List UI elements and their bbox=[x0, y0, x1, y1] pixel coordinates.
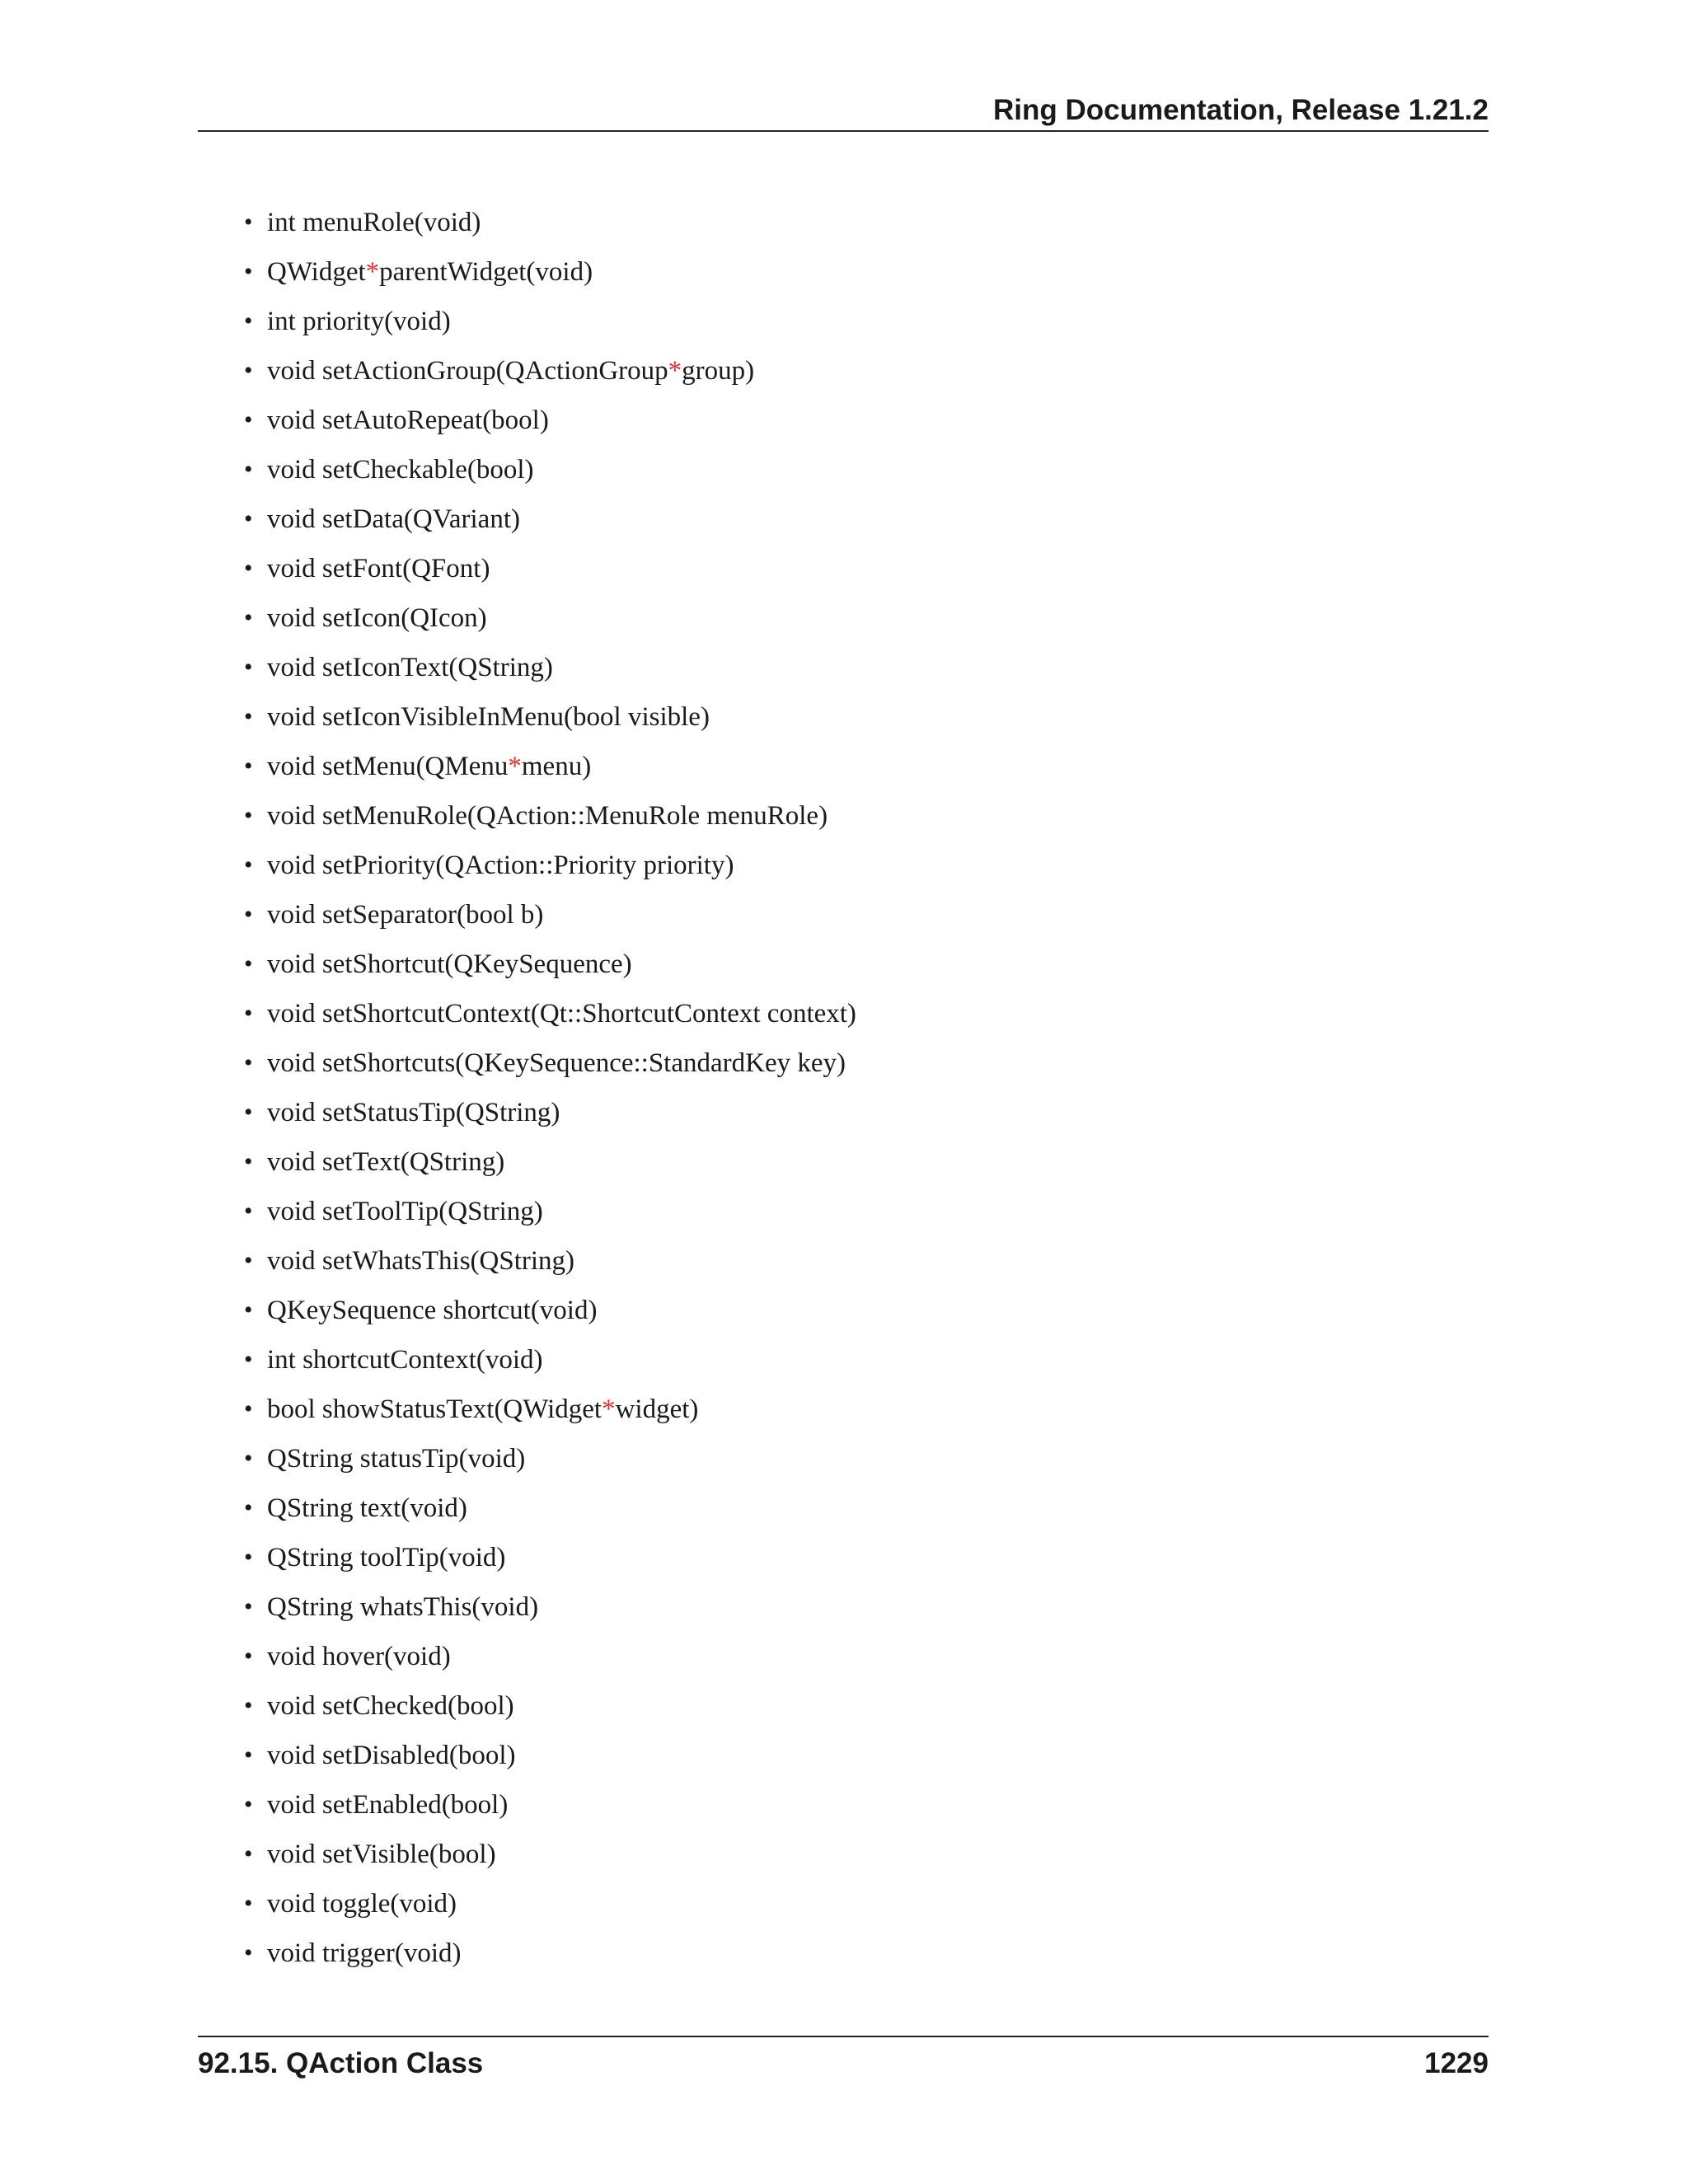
list-item bbox=[244, 396, 856, 445]
bullet-icon: • bbox=[244, 1148, 253, 1175]
bullet-icon: • bbox=[244, 1395, 253, 1422]
method-signature-rest: widget) bbox=[615, 1394, 699, 1424]
bullet-icon: • bbox=[244, 703, 253, 730]
list-item bbox=[244, 1088, 856, 1137]
list-item bbox=[244, 1929, 856, 1978]
method-signature: void setActionGroup(QActionGroup bbox=[267, 356, 668, 386]
pointer-asterisk: * bbox=[508, 752, 522, 781]
method-signature: void setIconVisibleInMenu(bool visible) bbox=[267, 702, 710, 732]
method-signature: void setMenuRole(QAction::MenuRole menuRole) bbox=[267, 801, 828, 831]
list-item bbox=[244, 1434, 856, 1483]
bullet-icon: • bbox=[244, 357, 253, 384]
list-item bbox=[244, 1533, 856, 1582]
method-signature: void setIcon(QIcon) bbox=[267, 603, 487, 633]
list-item bbox=[244, 989, 856, 1038]
bullet-icon: • bbox=[244, 406, 253, 434]
bullet-icon: • bbox=[244, 654, 253, 681]
bullet-icon: • bbox=[244, 1593, 253, 1620]
method-signature: void setChecked(bool) bbox=[267, 1691, 514, 1721]
list-item bbox=[244, 494, 856, 544]
list-item bbox=[244, 1137, 856, 1187]
method-signature: int shortcutContext(void) bbox=[267, 1345, 543, 1375]
header-title: Ring Documentation, Release 1.21.2 bbox=[992, 94, 1489, 126]
bullet-icon: • bbox=[244, 1692, 253, 1719]
bullet-icon: • bbox=[244, 1049, 253, 1076]
list-item bbox=[244, 1780, 856, 1830]
method-signature: void setData(QVariant) bbox=[267, 504, 520, 534]
bullet-icon: • bbox=[244, 555, 253, 582]
list-item bbox=[244, 791, 856, 841]
method-signature: void setWhatsThis(QString) bbox=[267, 1246, 575, 1276]
list-item bbox=[244, 247, 856, 297]
bullet-icon: • bbox=[244, 505, 253, 532]
method-signature: bool showStatusText(QWidget bbox=[267, 1394, 603, 1424]
list-item bbox=[244, 1038, 856, 1088]
bullet-icon: • bbox=[244, 1099, 253, 1126]
list-item bbox=[244, 1731, 856, 1780]
list-item bbox=[244, 1582, 856, 1632]
bullet-icon: • bbox=[244, 1346, 253, 1373]
list-item bbox=[244, 643, 856, 692]
method-signature: void setAutoRepeat(bool) bbox=[267, 405, 549, 435]
list-item bbox=[244, 692, 856, 742]
bullet-icon: • bbox=[244, 1544, 253, 1571]
method-signature: QString toolTip(void) bbox=[267, 1543, 506, 1572]
list-item bbox=[244, 1385, 856, 1434]
list-item bbox=[244, 198, 856, 247]
list-item bbox=[244, 593, 856, 643]
method-signature: void setShortcutContext(Qt::ShortcutContext context) bbox=[267, 999, 856, 1029]
method-signature: void toggle(void) bbox=[267, 1889, 457, 1919]
method-signature: void setEnabled(bool) bbox=[267, 1790, 509, 1820]
bullet-icon: • bbox=[244, 1840, 253, 1868]
method-signature: int menuRole(void) bbox=[267, 208, 481, 237]
list-item bbox=[244, 346, 856, 396]
page-header bbox=[198, 91, 1489, 132]
method-signature: void setSeparator(bool b) bbox=[267, 900, 544, 930]
method-signature-rest: parentWidget(void) bbox=[379, 257, 593, 287]
method-signature: void setText(QString) bbox=[267, 1147, 505, 1177]
method-signature-rest: group) bbox=[682, 356, 755, 386]
bullet-icon: • bbox=[244, 851, 253, 879]
method-signature: void setShortcut(QKeySequence) bbox=[267, 949, 632, 979]
bullet-icon: • bbox=[244, 1890, 253, 1917]
method-signature: void hover(void) bbox=[267, 1642, 451, 1671]
bullet-icon: • bbox=[244, 1000, 253, 1027]
method-signature: QString statusTip(void) bbox=[267, 1444, 526, 1474]
bullet-icon: • bbox=[244, 209, 253, 236]
method-signature: QString text(void) bbox=[267, 1493, 467, 1523]
bullet-icon: • bbox=[244, 456, 253, 483]
list-item bbox=[244, 1830, 856, 1879]
bullet-icon: • bbox=[244, 1296, 253, 1324]
bullet-icon: • bbox=[244, 752, 253, 780]
pointer-asterisk: * bbox=[365, 257, 380, 287]
list-item bbox=[244, 890, 856, 940]
bullet-icon: • bbox=[244, 1791, 253, 1818]
method-signature: void setVisible(bool) bbox=[267, 1840, 496, 1869]
bullet-icon: • bbox=[244, 901, 253, 928]
bullet-icon: • bbox=[244, 1247, 253, 1274]
method-signature: void setShortcuts(QKeySequence::StandardKey key) bbox=[267, 1048, 846, 1078]
bullet-icon: • bbox=[244, 1643, 253, 1670]
bullet-icon: • bbox=[244, 1445, 253, 1472]
method-signature: QString whatsThis(void) bbox=[267, 1592, 539, 1622]
bullet-icon: • bbox=[244, 604, 253, 631]
bullet-icon: • bbox=[244, 307, 253, 335]
list-item bbox=[244, 1286, 856, 1335]
method-signature: void setStatusTip(QString) bbox=[267, 1098, 560, 1127]
bullet-icon: • bbox=[244, 1939, 253, 1966]
list-item bbox=[244, 1681, 856, 1731]
list-item bbox=[244, 1236, 856, 1286]
method-signature: QKeySequence shortcut(void) bbox=[267, 1296, 598, 1325]
list-item bbox=[244, 1879, 856, 1929]
bullet-icon: • bbox=[244, 258, 253, 285]
footer-page-number: 1229 bbox=[1424, 2047, 1489, 2079]
list-item bbox=[244, 297, 856, 346]
list-item bbox=[244, 1335, 856, 1385]
bullet-icon: • bbox=[244, 1741, 253, 1769]
list-item bbox=[244, 544, 856, 593]
list-item bbox=[244, 940, 856, 989]
list-item bbox=[244, 1483, 856, 1533]
footer-section: 92.15. QAction Class bbox=[198, 2047, 484, 2079]
method-signature-rest: menu) bbox=[521, 752, 592, 781]
method-signature: void trigger(void) bbox=[267, 1938, 462, 1968]
list-item bbox=[244, 445, 856, 494]
method-signature: void setToolTip(QString) bbox=[267, 1197, 543, 1226]
pointer-asterisk: * bbox=[602, 1394, 616, 1424]
bullet-icon: • bbox=[244, 950, 253, 977]
method-signature: int priority(void) bbox=[267, 307, 451, 336]
method-signature: void setDisabled(bool) bbox=[267, 1741, 516, 1770]
method-signature: void setFont(QFont) bbox=[267, 554, 490, 583]
method-signature: void setIconText(QString) bbox=[267, 653, 553, 682]
bullet-icon: • bbox=[244, 1494, 253, 1521]
page-footer bbox=[198, 2036, 1489, 2082]
bullet-icon: • bbox=[244, 802, 253, 829]
method-signature: void setMenu(QMenu bbox=[267, 752, 509, 781]
list-item bbox=[244, 742, 856, 791]
method-signature: void setCheckable(bool) bbox=[267, 455, 534, 485]
method-signature: void setPriority(QAction::Priority priority) bbox=[267, 851, 734, 880]
list-item bbox=[244, 1187, 856, 1236]
bullet-icon: • bbox=[244, 1197, 253, 1225]
method-signature: QWidget bbox=[267, 257, 366, 287]
method-list bbox=[244, 198, 856, 1978]
pointer-asterisk: * bbox=[668, 356, 682, 386]
list-item bbox=[244, 841, 856, 890]
list-item bbox=[244, 1632, 856, 1681]
